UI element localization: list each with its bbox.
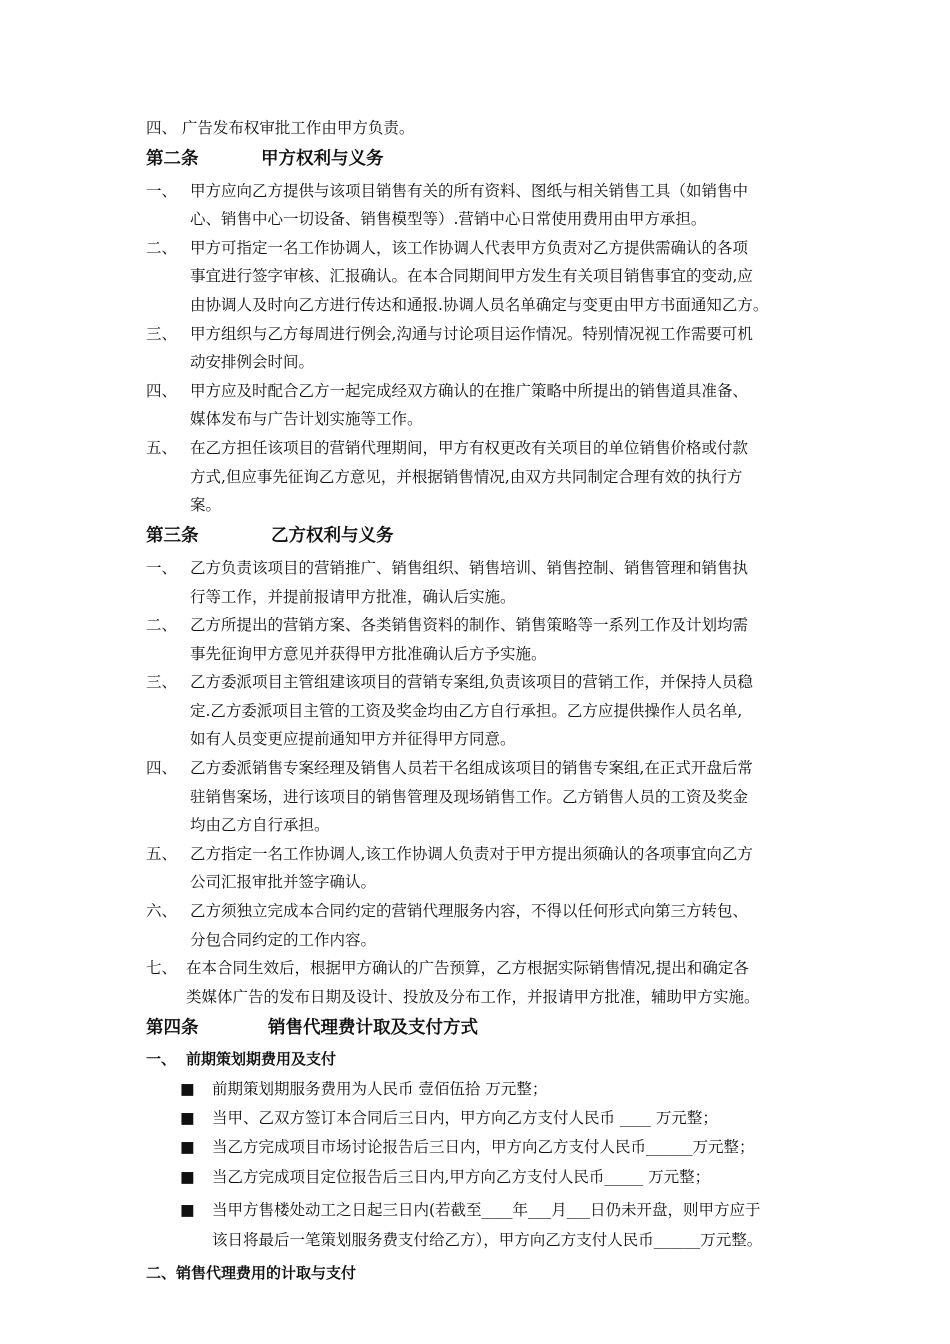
- section-number: 第二条: [146, 149, 199, 169]
- item-number: 四、: [146, 759, 178, 777]
- item-line: 甲方可指定一名工作协调人，该工作协调人代表甲方负责对乙方提供需确认的各项: [190, 239, 749, 257]
- item-line: 事宜进行签字审核、汇报确认。在本合同期间甲方发生有关项目销售事宜的变动,应: [190, 267, 753, 285]
- item-line: 分包合同约定的工作内容。: [190, 931, 377, 949]
- item-number: 三、: [146, 673, 178, 691]
- item-line: 乙方委派销售专案经理及销售人员若干名组成该项目的销售专案组,在正式开盘后常: [190, 759, 753, 777]
- subsection-number: 一、: [146, 1050, 177, 1068]
- item-line: 公司汇报审批并签字确认。: [190, 873, 377, 891]
- bullet-line: 当甲方售楼处动工之日起三日内(若截至____年___月___日仍未开盘，则甲方应于: [212, 1201, 761, 1219]
- item-line: 在本合同生效后，根据甲方确认的广告预算，乙方根据实际销售情况,提出和确定各: [186, 959, 749, 977]
- bullet-icon: ■: [180, 1201, 195, 1219]
- item-number: 一、: [146, 559, 178, 577]
- bullet-line: 当乙方完成项目定位报告后三日内,甲方向乙方支付人民币_____ 万元整；: [212, 1168, 711, 1186]
- item-number: 六、: [146, 902, 178, 920]
- item-number: 七、: [146, 959, 178, 977]
- section-title: 销售代理费计取及支付方式: [268, 1018, 478, 1038]
- item-line: 在乙方担任该项目的营销代理期间，甲方有权更改有关项目的单位销售价格或付款: [190, 439, 749, 457]
- bullet-icon: ■: [180, 1109, 195, 1127]
- section-number: 第四条: [146, 1018, 199, 1038]
- subsection-title: 前期策划期费用及支付: [186, 1050, 337, 1068]
- item-line: 甲方应向乙方提供与该项目销售有关的所有资料、图纸与相关销售工具（如销售中: [190, 182, 749, 200]
- item-line: 动安排例会时间。: [190, 353, 315, 371]
- section-number: 第三条: [146, 526, 199, 546]
- item-number: 四、: [146, 382, 178, 400]
- item-line: 均由乙方自行承担。: [190, 816, 330, 834]
- bullet-line: 当甲、乙双方签订本合同后三日内，甲方向乙方支付人民币 ____ 万元整；: [212, 1109, 718, 1127]
- bullet-icon: ■: [180, 1138, 195, 1156]
- item-line: 行等工作，并提前报请甲方批准，确认后实施。: [190, 588, 516, 606]
- item-line: 心、销售中心一切设备、销售模型等）.营销中心日常使用费用由甲方承担。: [190, 210, 707, 228]
- item-line: 乙方负责该项目的营销推广、销售组织、销售培训、销售控制、销售管理和销售执: [190, 559, 749, 577]
- section-title: 乙方权利与义务: [271, 526, 394, 546]
- item-number: 二、: [146, 616, 178, 634]
- bullet-icon: ■: [180, 1080, 195, 1098]
- item-number: 三、: [146, 325, 178, 343]
- item-line: 案。: [190, 496, 222, 514]
- bullet-line: 前期策划期服务费用为人民币 壹佰伍拾 万元整；: [212, 1080, 548, 1098]
- item-line: 甲方组织与乙方每周进行例会,沟通与讨论项目运作情况。特别情况视工作需要可机: [190, 325, 753, 343]
- item-line: 由协调人及时向乙方进行传达和通报.协调人员名单确定与变更由甲方书面通知乙方。: [190, 296, 769, 314]
- item-number: 五、: [146, 439, 178, 457]
- item-number: 一、: [146, 182, 178, 200]
- item-line: 乙方委派项目主管组建该项目的营销专案组,负责该项目的营销工作，并保持人员稳: [190, 673, 753, 691]
- clause-line: 四、 广告发布权审批工作由甲方负责。: [146, 119, 415, 137]
- bullet-line: 当乙方完成项目市场讨论报告后三日内，甲方向乙方支付人民币______万元整；: [212, 1138, 755, 1156]
- bullet-line: 该日将最后一笔策划服务费支付给乙方），甲方向乙方支付人民币______万元整。: [212, 1231, 763, 1249]
- item-number: 二、: [146, 239, 178, 257]
- item-line: 定.乙方委派项目主管的工资及奖金均由乙方自行承担。乙方应提供操作人员名单,: [190, 702, 743, 720]
- item-line: 乙方须独立完成本合同约定的营销代理服务内容，不得以任何形式向第三方转包、: [190, 902, 749, 920]
- item-number: 五、: [146, 845, 178, 863]
- item-line: 乙方指定一名工作协调人,该工作协调人负责对于甲方提出须确认的各项事宜向乙方: [190, 845, 753, 863]
- item-line: 类媒体广告的发布日期及设计、投放及分布工作，并报请甲方批准，辅助甲方实施。: [186, 988, 760, 1006]
- item-line: 驻销售案场，进行该项目的销售管理及现场销售工作。乙方销售人员的工资及奖金: [190, 788, 749, 806]
- item-line: 媒体发布与广告计划实施等工作。: [190, 410, 423, 428]
- section-title: 甲方权利与义务: [261, 149, 384, 169]
- subsection-heading: 二、销售代理费用的计取与支付: [146, 1264, 357, 1282]
- item-line: 如有人员变更应提前通知甲方并征得甲方同意。: [190, 730, 516, 748]
- item-line: 事先征询甲方意见并获得甲方批准确认后方予实施。: [190, 645, 547, 663]
- bullet-icon: ■: [180, 1168, 195, 1186]
- item-line: 方式,但应事先征询乙方意见，并根据销售情况,由双方共同制定合理有效的执行方: [190, 468, 743, 486]
- item-line: 甲方应及时配合乙方一起完成经双方确认的在推广策略中所提出的销售道具准备、: [190, 382, 749, 400]
- item-line: 乙方所提出的营销方案、各类销售资料的制作、销售策略等一系列工作及计划均需: [190, 616, 749, 634]
